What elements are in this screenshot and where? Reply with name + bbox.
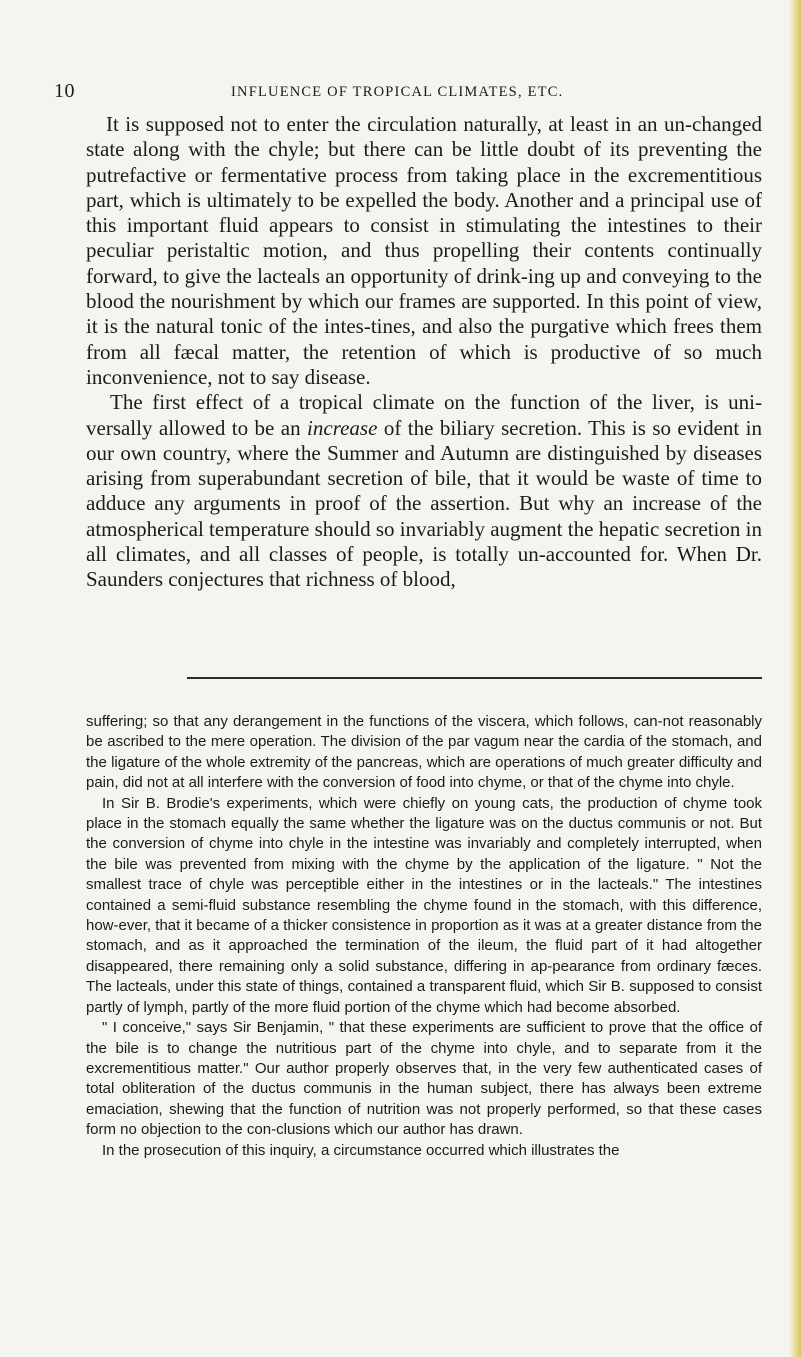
body-paragraph bbox=[86, 390, 762, 592]
footnote-paragraph: In the prosecution of this inquiry, a circumstance occurred which illustrates the bbox=[102, 1141, 620, 1159]
main-text-body bbox=[86, 112, 762, 593]
footnote-separator-rule bbox=[187, 677, 762, 679]
page-edge-discoloration bbox=[789, 0, 801, 1357]
running-header bbox=[54, 80, 774, 104]
page-number: 10 bbox=[54, 80, 75, 102]
footnote-paragraph: " I conceive," says Sir Benjamin, " that these experiments are sufficient to prove that the office of the bile is to change the nutritious part of the chyme into chyle, and to separate from it the excrementitious matter." Our author properly observes that, in the very few authenticated cases of total obliteration of the ductus communis in the human subject, there has always been extreme emaciation, shewing that the function of nutrition was not properly performed, so that these cases form no objection to the con-clusions which our author has drawn. bbox=[86, 1019, 762, 1139]
footnote-paragraph: suffering; so that any derangement in the functions of the viscera, which follows, can-not reasonably be ascribed to the mere operation. The division of the par vagum near the cardia of the stomach, and the ligature of the whole extremity of the pancreas, which are operations of much greater difficulty and pain, did not at all interfere with the conversion of food into chyme, or that of the chyme into chyle. bbox=[86, 713, 762, 792]
footnote-paragraph: In Sir B. Brodie's experiments, which were chiefly on young cats, the production of chyme took place in the stomach equally the same whether the ligature was on the ductus communis or not. But the conversion of chyme into chyle in the intestine was invariably and completely interrupted, when the bile was prevented from mixing with the chyme by the application of the ligature. " Not the smallest trace of chyle was perceptible either in the intestines or in the lacteals." The intestines contained a semi-fluid substance resembling the chyme found in the stomach, with this difference, how-ever, that it became of a thicker consistence in proportion as it was at a greater distance from the stomach, and as it approached the termination of the ileum, the fluid part of it had altogether disappeared, there remaining only a solid substance, differing in ap-pearance from ordinary fæces. The lacteals, under this state of things, contained a transparent fluid, which Sir B. supposed to consist partly of lymph, partly of the more fluid portion of the chyme which had become absorbed. bbox=[86, 794, 762, 1016]
body-paragraph-text: The first effect of a tropical climate on the function of the liver, is uni-versally allowed to be an bbox=[86, 390, 762, 440]
footnote-block bbox=[86, 712, 762, 1161]
running-title: INFLUENCE OF TROPICAL CLIMATES, ETC. bbox=[231, 84, 564, 100]
emphasized-word: increase bbox=[307, 415, 378, 440]
body-paragraph: It is supposed not to enter the circulation naturally, at least in an un-changed state along with the chyle; but there can be little doubt of its preventing the putrefactive or fermentative process from taking place in the excrementitious part, which is ultimately to be expelled the body. Another and a principal use of this important fluid appears to consist in stimulating the intestines to their peculiar peristaltic motion, and thus propelling their contents continually forward, to give the lacteals an opportunity of drink-ing up and conveying to the blood the nourishment by which our frames are supported. In this point of view, it is the natural tonic of the intes-tines, and also the purgative which frees them from all fæcal matter, the retention of which is productive of so much inconvenience, not to say disease. bbox=[86, 112, 762, 389]
body-paragraph-text: of the biliary secretion. This is so evident in our own country, where the Summer and Autumn are distinguished by diseases arising from superabundant secretion of bile, that it would be waste of time to adduce any arguments in proof of the assertion. But why an increase of the atmospherical temperature should so invariably augment the hepatic secretion in all climates, and all classes of people, is totally un-accounted for. When Dr. Saunders conjectures that richness of blood, bbox=[86, 415, 763, 592]
